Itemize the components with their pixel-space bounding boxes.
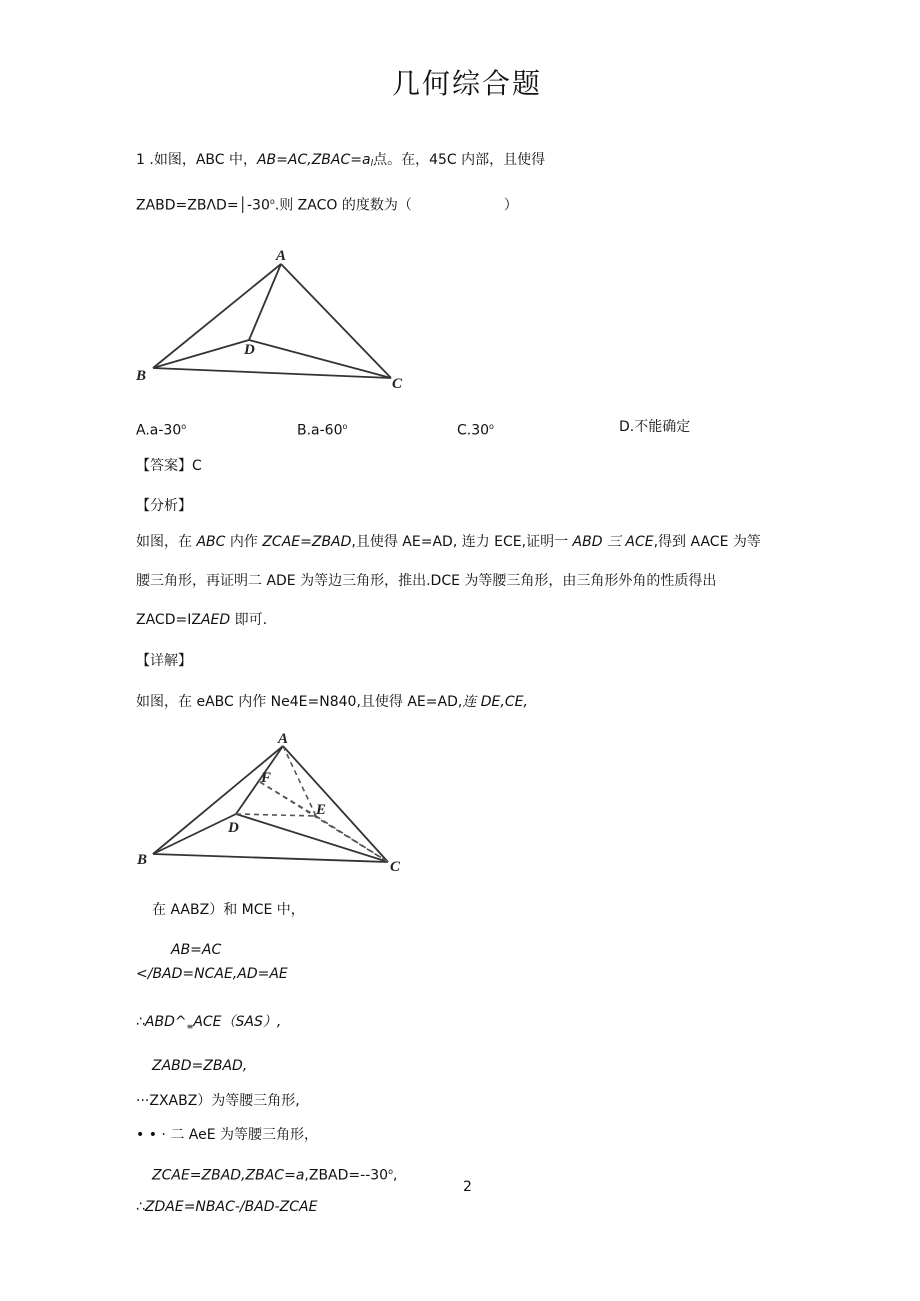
option-d — [619, 417, 690, 437]
degree-sup: o — [269, 197, 275, 206]
option-b — [297, 417, 347, 441]
question-line-2 — [136, 192, 518, 216]
label-c: C — [390, 859, 401, 875]
proof-line-9: ∴ZDAE=NBAC-/BAD-ZCAE — [136, 1199, 318, 1215]
proof-math: ACE（SAS）, — [193, 1014, 282, 1030]
figure-triangle-abc — [128, 236, 428, 396]
option-a — [136, 417, 186, 441]
proof-line-8 — [152, 1162, 397, 1186]
option-a-sup: o — [181, 422, 187, 431]
analysis-line-1 — [136, 532, 761, 552]
option-b-sup: o — [342, 422, 348, 431]
proof-line-1: 在 AABZ）和 MCE 中， — [152, 902, 305, 918]
congruent-symbol: ≡ — [186, 1022, 194, 1031]
detail-heading: 【详解】 — [136, 653, 192, 669]
question-math: AB=AC,ZBAC=a — [256, 152, 371, 168]
question-text-tail: 点。在，45C 内部，且使得 — [373, 152, 546, 168]
question-text: .如图，ABC 中， — [144, 152, 257, 168]
segment-ad — [249, 264, 281, 340]
analysis-text: ZACD=IZ — [136, 612, 201, 628]
page-title: 几何综合题 — [392, 67, 543, 100]
proof-line-4 — [136, 1012, 281, 1037]
proof-line-6: ···ZXABZ）为等腰三角形, — [136, 1093, 300, 1109]
question-line-1 — [136, 150, 545, 174]
label-d: D — [228, 820, 239, 836]
segment-ab — [153, 746, 283, 854]
segment-bc — [153, 368, 391, 378]
proof-line-3: </BAD=NCAE,AD=AE — [136, 966, 288, 982]
proof-math: ∴ABD^ — [136, 1014, 187, 1030]
proof-math: , — [392, 1167, 398, 1184]
segment-bc — [153, 854, 388, 862]
label-a: A — [278, 731, 289, 747]
segment-ab — [153, 264, 281, 368]
segment-fc-dashed — [260, 782, 388, 862]
question-subscript: l — [370, 159, 374, 169]
option-c-text: C.30 — [457, 422, 490, 439]
label-a: A — [276, 248, 287, 264]
proof-math: ZCAE=ZBAD,ZBAC= — [152, 1167, 296, 1184]
question-number: 1 — [136, 152, 145, 168]
label-f: F — [261, 770, 272, 786]
label-d: D — [244, 342, 255, 358]
option-a-text: A.a-30 — [136, 422, 182, 439]
analysis-heading: 【分析】 — [136, 498, 192, 514]
analysis-math: ABC — [196, 534, 226, 550]
page-number: 2 — [463, 1179, 472, 1195]
detail-line — [136, 692, 528, 712]
figure-triangle-construction — [128, 722, 428, 882]
answer-line: 【答案】C — [136, 458, 202, 474]
label-b: B — [137, 852, 148, 868]
detail-math: 连 DE,CE, — [462, 694, 528, 710]
label-b: B — [136, 368, 147, 384]
proof-math: ,ZBAD=--30 — [304, 1167, 389, 1184]
detail-text: 如图，在 eABC 内作 Ne4E=N840,且使得 AE=AD, — [136, 694, 463, 710]
proof-line-2: AB=AC — [171, 942, 222, 958]
option-d-text: D.不能确定 — [619, 419, 691, 435]
option-b-text: B.a-60 — [297, 422, 343, 439]
segment-ac — [281, 264, 391, 378]
segment-de-dashed — [236, 814, 316, 816]
option-c-sup: o — [489, 422, 494, 431]
analysis-text: ,得到 AACE 为等 — [653, 534, 761, 550]
proof-line-7: • • · 二 AeE 为等腰三角形， — [136, 1127, 319, 1143]
question-math-2: ZABD=ZBΛD=│-30 — [136, 197, 270, 214]
label-c: C — [392, 376, 403, 392]
analysis-math: ABD 三 ACE — [572, 534, 654, 550]
label-e: E — [316, 802, 327, 818]
analysis-line-3 — [136, 610, 267, 630]
option-c — [457, 417, 494, 441]
degree-sup: o — [388, 1167, 393, 1176]
segment-bd — [153, 340, 249, 368]
analysis-math: AED — [200, 612, 231, 628]
analysis-line-2: 腰三角形，再证明二 ADE 为等边三角形，推出.DCE 为等腰三角形，由三角形外角的性质得出 — [136, 573, 717, 589]
analysis-text: 内作 — [225, 534, 263, 550]
proof-line-5: ZABD=ZBAD, — [152, 1058, 248, 1074]
analysis-math: ZCAE=ZBAD — [262, 534, 352, 550]
question-text-2: .则 ZACO 的度数为（ — [274, 197, 412, 214]
analysis-text: 即可. — [230, 612, 268, 628]
analysis-text: 如图，在 — [136, 534, 197, 550]
analysis-text: ,且使得 AE=AD, 连力 ECE,证明一 — [351, 534, 573, 550]
question-close-paren: ） — [503, 197, 518, 214]
proof-math: a — [295, 1167, 305, 1184]
